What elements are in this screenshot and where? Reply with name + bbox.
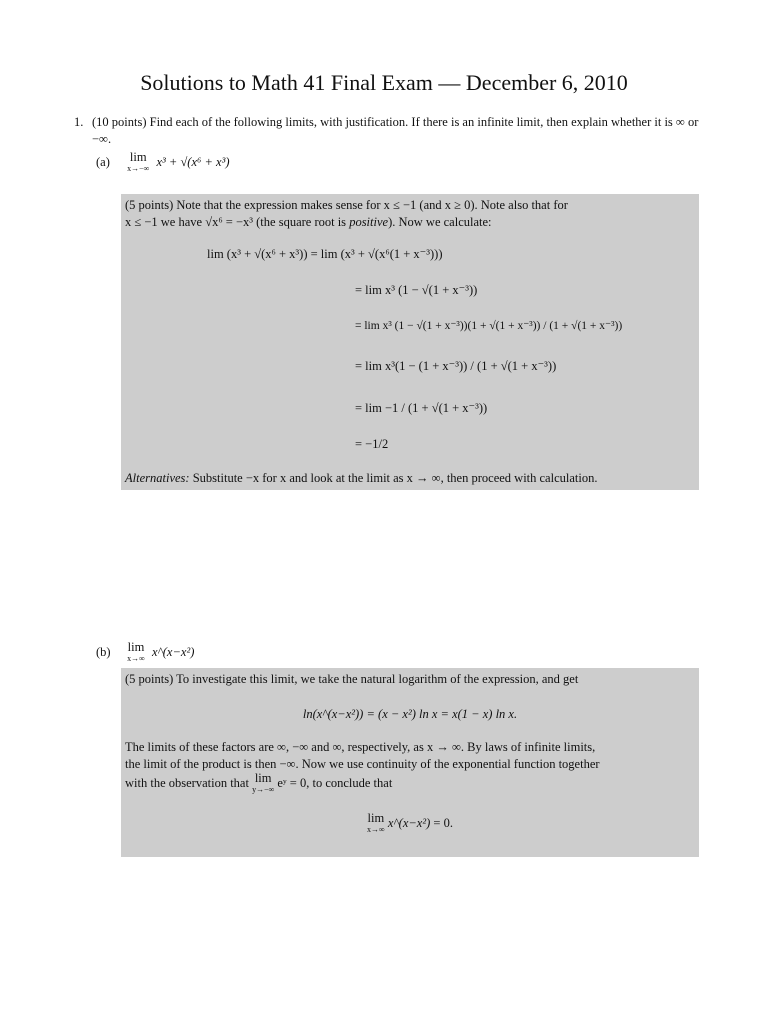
log-equation: ln(x^(x−x²)) = (x − x²) ln x = x(1 − x) ln x. [302,707,518,721]
problem-statement: (10 points) Find each of the following limits, with justification. If there is an infinite limit, then explain whether it is ∞ or −∞. [92,115,699,146]
page-title: Solutions to Math 41 Final Exam — December 6, 2010 [140,70,628,95]
intro2-italic: positive [349,215,389,229]
step-3: = lim x³ (1 − √(1 + x⁻³))(1 + √(1 + x⁻³)) / (1 + √(1 + x⁻³)) [355,320,623,332]
solution-b-para-2: the limit of the product is then −∞. Now we use continuity of the exponential function together [125,757,600,771]
lim-subscript: x→−∞ [127,164,150,173]
final-result: = 0. [433,815,453,830]
part-a-label: (a) [96,154,110,169]
lim-word: lim [129,150,147,164]
part-a-lim [127,152,149,174]
para3-lim [252,773,274,795]
part-b-lim [127,642,145,664]
alternatives-text: Substitute −x for x and look at the limit as x → ∞, then proceed with calculation. [189,471,598,485]
para3-text-a: with the observation that [125,775,249,790]
lim-word: lim [367,811,385,825]
problem-number: 1. [74,115,84,129]
alternatives-label: Alternatives: [125,471,190,485]
part-b-label: (b) [96,644,111,659]
step-5: = lim −1 / (1 + √(1 + x⁻³)) [355,401,488,415]
para3-text-b: eʸ = 0, to conclude that [277,775,393,790]
solution-b-intro: (5 points) To investigate this limit, we take the natural logarithm of the expression, and get [125,672,579,686]
solution-b-para-3 [125,773,695,795]
intro2-part1: x ≤ −1 we have √x⁶ = −x³ (the square root is [125,215,350,229]
part-b-heading [96,642,194,664]
intro2-part2: ). Now we calculate: [388,215,492,229]
step-1: lim (x³ + √(x⁶ + x³)) = lim (x³ + √(x⁶(1 + x⁻³))) [207,247,443,261]
part-b-expression: x^(x−x²) [151,644,195,659]
step-2: = lim x³ (1 − √(1 + x⁻³)) [355,283,478,297]
solution-b-para-1: The limits of these factors are ∞, −∞ and ∞, respectively, as x → ∞. By laws of infinite limits, [125,740,596,754]
lim-word: lim [254,771,272,785]
problem-1 [74,114,704,148]
final-equation [125,813,695,835]
lim-subscript: x→∞ [127,654,145,663]
step-4: = lim x³(1 − (1 + x⁻³)) / (1 + √(1 + x⁻³)) [355,359,557,373]
solution-a-intro-line2 [125,214,695,231]
final-expr: x^(x−x²) [387,815,431,830]
solution-a-intro-line1: (5 points) Note that the expression makes sense for x ≤ −1 (and x ≥ 0). Note also that for [125,198,568,212]
lim-word: lim [127,640,145,654]
final-lim [367,813,385,835]
part-a-solution-box [121,194,699,490]
part-b-solution-box [121,668,699,857]
lim-subscript: y→−∞ [252,785,275,794]
lim-subscript: x→∞ [367,825,385,834]
alternatives-note [125,470,597,487]
part-a-heading [96,152,230,174]
part-a-expression: x³ + √(x⁶ + x³) [156,154,230,169]
step-6: = −1/2 [355,437,389,451]
